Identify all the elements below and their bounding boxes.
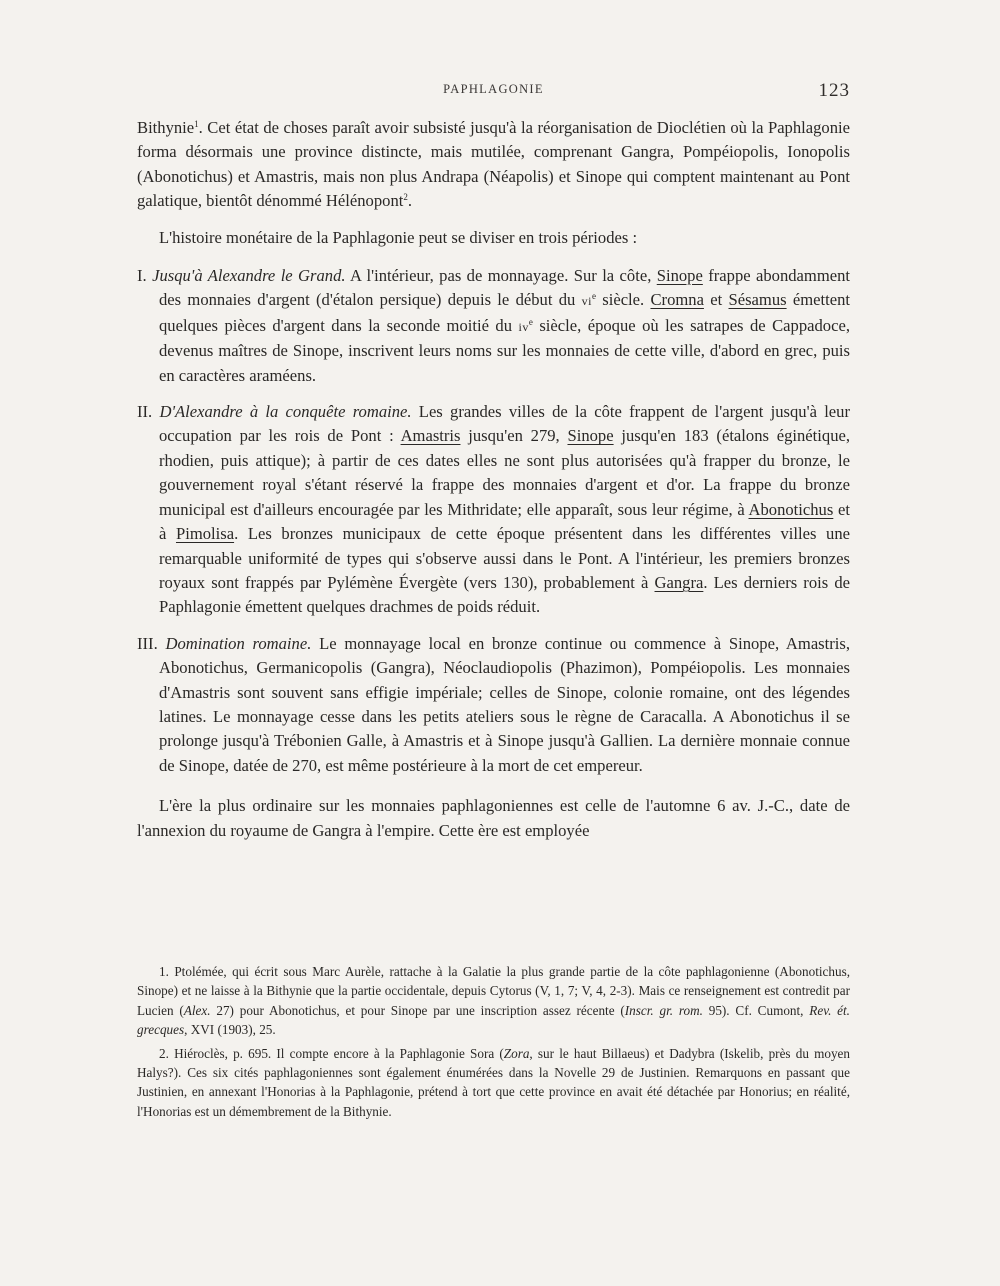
text-run: et	[703, 290, 729, 310]
roman-numeral: iv	[518, 319, 529, 334]
period-title: Jusqu'à Alexandre le Grand.	[152, 266, 346, 286]
text-run: , sur le haut Billaeus) et Dadybra (Iskelib, près du moyen Halys?). Ces six cités paphlagoniennes sont également énumérées dans la Novelle 29 de Justinien. Remarquons en passant que Justinien, en annexant l'Honorias à la Paphlagonie, prétend à tort que cette province en avait été détachée par Honorius; en réalité, l'Honorias est un démembrement de la Bithynie.	[137, 1045, 850, 1119]
text-run: siècle.	[595, 290, 651, 310]
main-text	[137, 116, 850, 843]
text-run: , XVI (1903), 25.	[184, 1022, 276, 1038]
underlined-city-sinope: Sinope	[656, 266, 703, 286]
roman-numeral: vi	[581, 294, 592, 309]
text-run: .	[407, 191, 413, 211]
period-3	[137, 632, 850, 778]
paragraph-era: L'ère la plus ordinaire sur les monnaies paphlagoniennes est celle de l'automne 6 av. J.-C., date de l'annexion du royaume de Gangra à l'empire. Cette ère est employée	[137, 796, 850, 840]
text-run: . Cet état de choses paraît avoir subsisté jusqu'à la réorganisation de Dioclétien où la Paphlagonie forma désormais une province distincte, mais mutilée, comprenant Gangra, Pompéiopolis, Ionopolis (Abonotichus) et Amastris, mais non plus Andrapa (Néapolis) et Sinope qui comptent maintenant au Pont galatique, bientôt dénommé Hélénopont	[137, 118, 850, 211]
text-run: 95). Cf. Cumont,	[702, 1002, 810, 1018]
text-run: Bithynie	[137, 118, 195, 137]
text-run: Le monnayage local en bronze continue ou commence à Sinope, Amastris, Abonotichus, Germanicopolis (Gangra), Néoclaudiopolis (Phazimon), Pompéiopolis. Les monnaies d'Amastris sont souvent sans effigie impériale; celles de Sinope, colonie romaine, ont des légendes latines. Le monnayage cesse dans les petits ateliers sous le règne de Caracalla. A Abonotichus il se prolonge jusqu'à Trébonien Galle, à Amastris et à Sinope jusqu'à Gallien. La dernière monnaie connue de Sinope, datée de 270, est même postérieure à la mort de cet empereur.	[159, 633, 850, 775]
intro-paragraph: L'histoire monétaire de la Paphlagonie peut se diviser en trois périodes :	[159, 227, 638, 247]
page-number: 123	[818, 80, 850, 101]
citation-title: Rev. ét. grecques	[137, 1002, 850, 1038]
paragraph-continuation	[137, 116, 850, 214]
underlined-city-cromna: Cromna	[650, 290, 704, 310]
text-run: A l'intérieur, pas de monnayage. Sur la côte,	[345, 266, 657, 286]
text-run: et à	[159, 499, 850, 544]
text-run: jusqu'en 279,	[460, 426, 568, 446]
text-run: frappe abondamment des monnaies d'argent (d'étalon persique) depuis le début du	[159, 266, 851, 310]
footnotes	[137, 962, 850, 1125]
text-run: . Les derniers rois de Paphlagonie émettent quelques drachmes de poids réduit.	[159, 572, 850, 617]
text-run: jusqu'en 183 (étalons éginétique, rhodien, puis attique); à partir de ces dates elles ne sont plus autorisées qu'à frapper du bronze, le gouvernement royal s'étant réservé la frappe des monnaies d'argent et d'or. La frappe du bronze municipal est d'ailleurs encouragée par les Mithridate; elle apparaît, sous leur régime, à	[159, 426, 851, 519]
text-run: . Les bronzes municipaux de cette époque présentent dans les différentes villes une remarquable uniformité de types qui s'observe aussi dans le Pont. A l'intérieur, les premiers bronzes royaux sont frappés par Pylémène Évergète (vers 130), probablement à	[159, 524, 850, 592]
footnote-ref-1[interactable]: 1	[194, 119, 199, 129]
underlined-city-pimolisa: Pimolisa	[175, 524, 235, 544]
text-run: 2. Hiéroclès, p. 695. Il compte encore à la Paphlagonie Sora (	[159, 1045, 504, 1061]
underlined-city-amastris: Amastris	[400, 426, 461, 446]
period-number: I.	[137, 266, 153, 286]
underlined-city-gangra: Gangra	[654, 572, 704, 592]
text-run: émettent quelques pièces d'argent dans la seconde moitié du	[159, 290, 850, 335]
running-title: PAPHLAGONIE	[443, 82, 544, 96]
ordinal-suffix: e	[528, 316, 533, 327]
period-number: II.	[137, 402, 160, 422]
period-title: D'Alexandre à la conquête romaine.	[159, 402, 412, 422]
underlined-city-sinope: Sinope	[567, 426, 614, 446]
text-run: Les grandes villes de la côte frappent de l'argent jusqu'à leur occupation par les rois de Pont :	[159, 402, 850, 446]
footnote-1	[137, 962, 850, 1040]
text-run: 1. Ptolémée, qui écrit sous Marc Aurèle, rattache à la Galatie la plus grande partie de la côte paphlagonienne (Abonotichus, Sinope) et ne laisse à la Bithynie que la partie occidentale, depuis Cytorus (V, 1, 7; V, 4, 2-3). Mais ce renseignement est contredit par Lucien (	[137, 964, 850, 1018]
period-2	[137, 400, 850, 620]
footnote-2	[137, 1044, 850, 1122]
footnote-ref-2[interactable]: 2	[403, 192, 408, 203]
text-run: 27) pour Abonotichus, et pour Sinope par une inscription assez récente (	[210, 1002, 625, 1018]
underlined-city-abonotichus: Abonotichus	[748, 499, 834, 519]
period-title: Domination romaine.	[165, 633, 312, 653]
period-number: III.	[137, 633, 166, 653]
underlined-city-sesamus: Sésamus	[728, 290, 787, 310]
ordinal-suffix: e	[591, 291, 596, 302]
place-name: Zora	[503, 1045, 530, 1061]
text-run: siècle, époque où les satrapes de Cappadoce, devenus maîtres de Sinope, inscrivent leurs noms sur les monnaies de cette ville, d'abord en grec, puis en caractères araméens.	[159, 315, 850, 385]
citation-title: Inscr. gr. rom.	[624, 1002, 703, 1018]
period-1	[137, 264, 850, 388]
page-header	[137, 80, 850, 104]
citation-title: Alex.	[183, 1002, 211, 1018]
